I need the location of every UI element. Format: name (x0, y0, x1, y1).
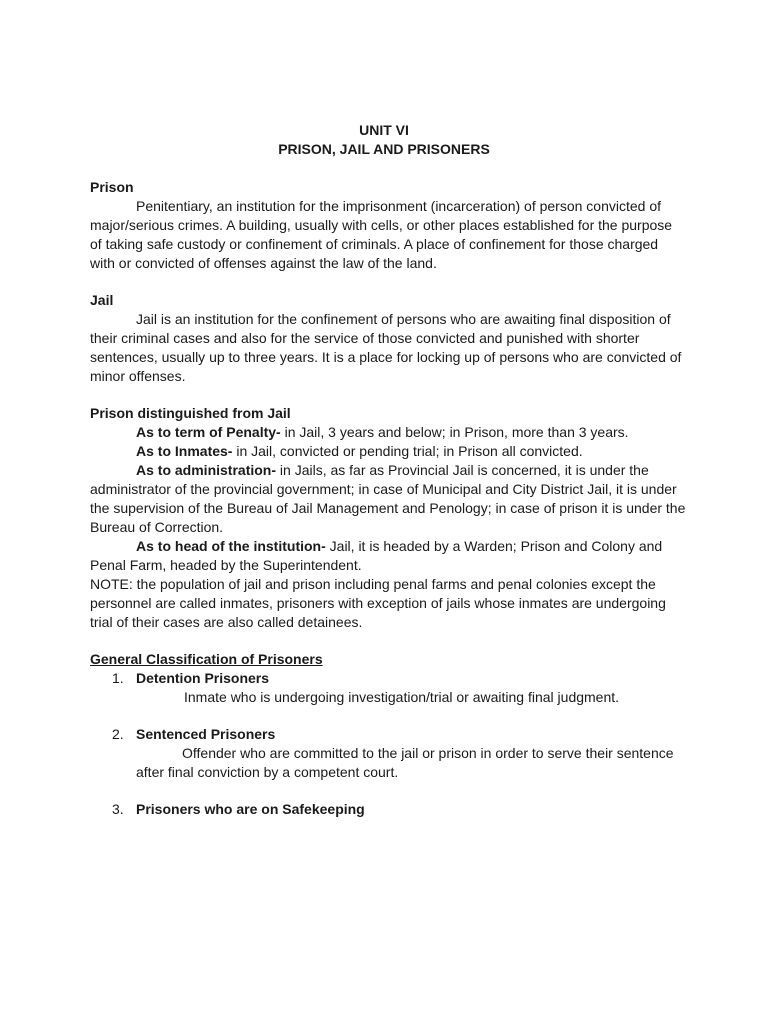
admin-line (136, 461, 649, 480)
list-item-title: Sentenced Prisoners (136, 726, 276, 742)
list-item-desc: Inmate who is undergoing investigation/trial or awaiting final judgment. (184, 689, 620, 705)
note-line: trial of their cases are also called detainees. (90, 614, 363, 630)
note-line: personnel are called inmates, prisoners with exception of jails whose inmates are undergoing (90, 595, 666, 611)
penalty-text: in Jail, 3 years and below; in Prison, more than 3 years. (280, 424, 629, 440)
prison-paragraph-line: major/serious crimes. A building, usually with cells, or other places established for the purpose (90, 217, 673, 233)
prison-paragraph-line: Penitentiary, an institution for the imprisonment (incarceration) of person convicted of (136, 198, 661, 214)
jail-paragraph-line: minor offenses. (90, 368, 186, 384)
inmates-label: As to Inmates- (136, 443, 233, 459)
head-text: Jail, it is headed by a Warden; Prison and Colony and (325, 538, 663, 554)
unit-heading: UNIT VI (359, 122, 409, 138)
head-label: As to head of the institution- (136, 538, 326, 554)
head-line (136, 537, 662, 556)
inmates-text: in Jail, convicted or pending trial; in Prison all convicted. (232, 443, 583, 459)
admin-paragraph-line: administrator of the provincial government; in case of Municipal and City District Jail, it is under (90, 481, 677, 497)
distinguished-heading: Prison distinguished from Jail (90, 405, 291, 421)
list-item-desc: after final conviction by a competent court. (136, 764, 399, 780)
jail-paragraph-line: sentences, usually up to three years. It is a place for locking up of persons who are convicted of (90, 349, 682, 365)
list-number: 3. (112, 801, 124, 817)
list-item-title: Detention Prisoners (136, 670, 270, 686)
classification-heading: General Classification of Prisoners (90, 651, 323, 667)
prison-heading: Prison (90, 179, 134, 195)
penalty-line (136, 423, 629, 442)
jail-paragraph-line: Jail is an institution for the confinement of persons who are awaiting final disposition of (136, 311, 671, 327)
list-item-title: Prisoners who are on Safekeeping (136, 801, 365, 817)
prison-paragraph-line: with or convicted of offenses against the law of the land. (90, 255, 437, 271)
admin-label: As to administration- (136, 462, 277, 478)
inmates-line (136, 442, 583, 461)
admin-paragraph-line: the supervision of the Bureau of Jail Management and Penology; in case of prison it is under the (90, 500, 686, 516)
admin-text: in Jails, as far as Provincial Jail is concerned, it is under the (276, 462, 649, 478)
jail-heading: Jail (90, 292, 114, 308)
admin-paragraph-line: Bureau of Correction. (90, 519, 224, 535)
list-number: 2. (112, 726, 124, 742)
head-paragraph-line: Penal Farm, headed by the Superintendent. (90, 557, 362, 573)
penalty-label: As to term of Penalty- (136, 424, 281, 440)
page-title: PRISON, JAIL AND PRISONERS (278, 141, 490, 157)
prison-paragraph-line: of taking safe custody or confinement of criminals. A place of confinement for those charged (90, 236, 659, 252)
list-item-desc: Offender who are committed to the jail or prison in order to serve their sentence (182, 745, 674, 761)
jail-paragraph-line: their criminal cases and also for the service of those convicted and punished with shorter (90, 330, 640, 346)
note-line: NOTE: the population of jail and prison including penal farms and penal colonies except the (90, 576, 656, 592)
list-number: 1. (112, 670, 124, 686)
